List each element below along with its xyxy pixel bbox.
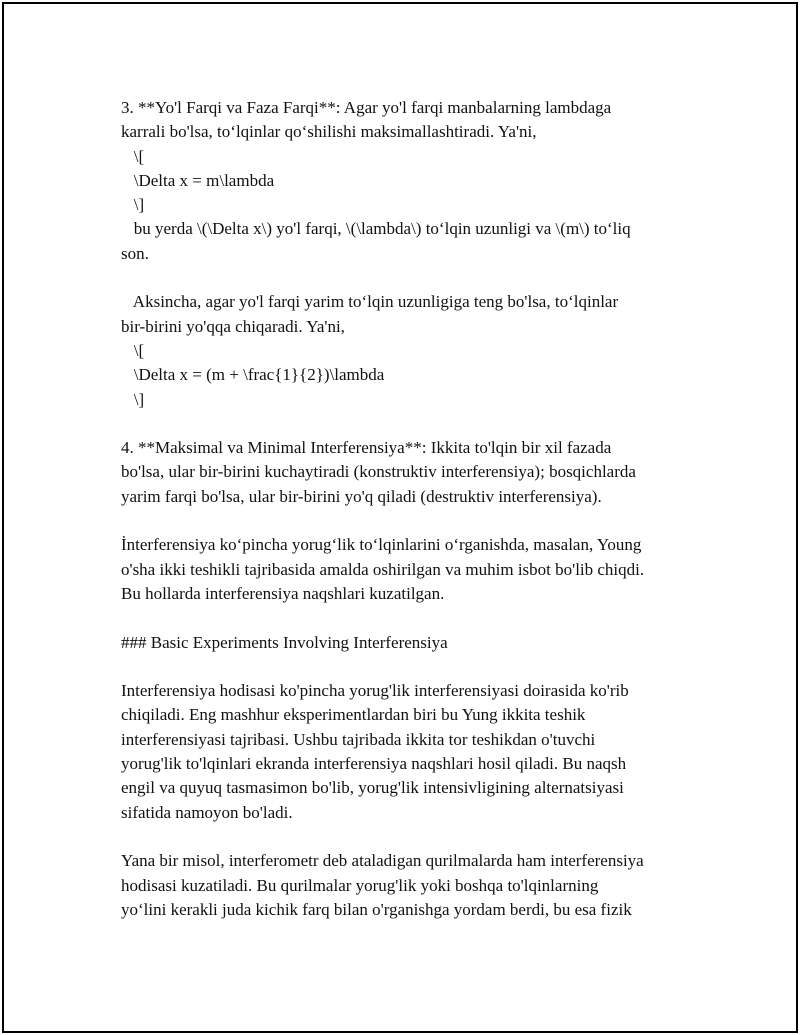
text-line: 4. **Maksimal va Minimal Interferensiya**: Ikkita to'lqin bir xil fazada [121, 438, 612, 458]
list-item-max-min-interference [121, 436, 701, 509]
text-line: Yana bir misol, interferometr deb ataladigan qurilmalarda ham interferensiya [121, 851, 644, 871]
math-formula: \Delta x = m\lambda [121, 170, 275, 190]
text-line: bu yerda \(\Delta x\) yo'l farqi, \(\lambda\) to‘lqin uzunligi va \(m\) to‘liq [121, 219, 631, 239]
paragraph-interference-light [121, 533, 701, 606]
text-line: sifatida namoyon bo'ladi. [121, 802, 293, 822]
text-line: İnterferensiya ko‘pincha yorug‘lik to‘lqinlarini o‘rganishda, masalan, Young [121, 535, 642, 555]
text-line: bo'lsa, ular bir-birini kuchaytiradi (konstruktiv interferensiya); bosqichlarda [121, 462, 636, 482]
math-open: \[ [121, 340, 145, 360]
paragraph-interferometer [121, 849, 701, 922]
paragraph-gap [121, 412, 701, 436]
text-line: Aksincha, agar yo'l farqi yarim to‘lqin uzunligiga teng bo'lsa, to‘lqinlar [121, 292, 619, 312]
list-item-destructive-condition [121, 290, 701, 411]
text-line: Interferensiya hodisasi ko'pincha yorug'lik interferensiyasi doirasida ko'rib [121, 681, 629, 701]
text-line: yorug'lik to'lqinlari ekranda interferensiya naqshlari hosil qiladi. Bu naqsh [121, 754, 627, 774]
text-line: son. [121, 243, 149, 263]
text-line: engil va quyuq tasmasimon bo'lib, yorug'lik intensivligining alternatsiyasi [121, 778, 624, 798]
text-line: yarim farqi bo'lsa, ular bir-birini yo'q qiladi (destruktiv interferensiya). [121, 486, 602, 506]
math-open: \[ [121, 146, 145, 166]
list-item-path-difference [121, 96, 701, 266]
document-body [121, 96, 701, 922]
paragraph-gap [121, 509, 701, 533]
text-line: bir-birini yo'qqa chiqaradi. Ya'ni, [121, 316, 345, 336]
math-formula: \Delta x = (m + \frac{1}{2})\lambda [121, 365, 385, 385]
section-heading: ### Basic Experiments Involving Interferensiya [121, 632, 448, 652]
text-line: hodisasi kuzatiladi. Bu qurilmalar yorug'lik yoki boshqa to'lqinlarning [121, 875, 599, 895]
paragraph-gap [121, 655, 701, 679]
text-line: 3. **Yo'l Farqi va Faza Farqi**: Agar yo'l farqi manbalarning lambdaga [121, 98, 612, 117]
text-line: yo‘lini kerakli juda kichik farq bilan o'rganishga yordam berdi, bu esa fizik [121, 899, 632, 919]
paragraph-gap [121, 825, 701, 849]
text-line: chiqiladi. Eng mashhur eksperimentlardan biri bu Yung ikkita teshik [121, 705, 586, 725]
paragraph-gap [121, 606, 701, 630]
paragraph-basic-experiments [121, 679, 701, 825]
text-line: o'sha ikki teshikli tajribasida amalda oshirilgan va muhim isbot bo'lib chiqdi. [121, 559, 645, 579]
text-line: Bu hollarda interferensiya naqshlari kuzatilgan. [121, 583, 445, 603]
text-line: karrali bo'lsa, to‘lqinlar qo‘shilishi maksimallashtiradi. Ya'ni, [121, 122, 537, 142]
math-close: \] [121, 195, 145, 215]
page-frame [2, 2, 798, 1033]
math-close: \] [121, 389, 145, 409]
text-line: interferensiyasi tajribasi. Ushbu tajribada ikkita tor teshikdan o'tuvchi [121, 729, 596, 749]
paragraph-gap [121, 266, 701, 290]
